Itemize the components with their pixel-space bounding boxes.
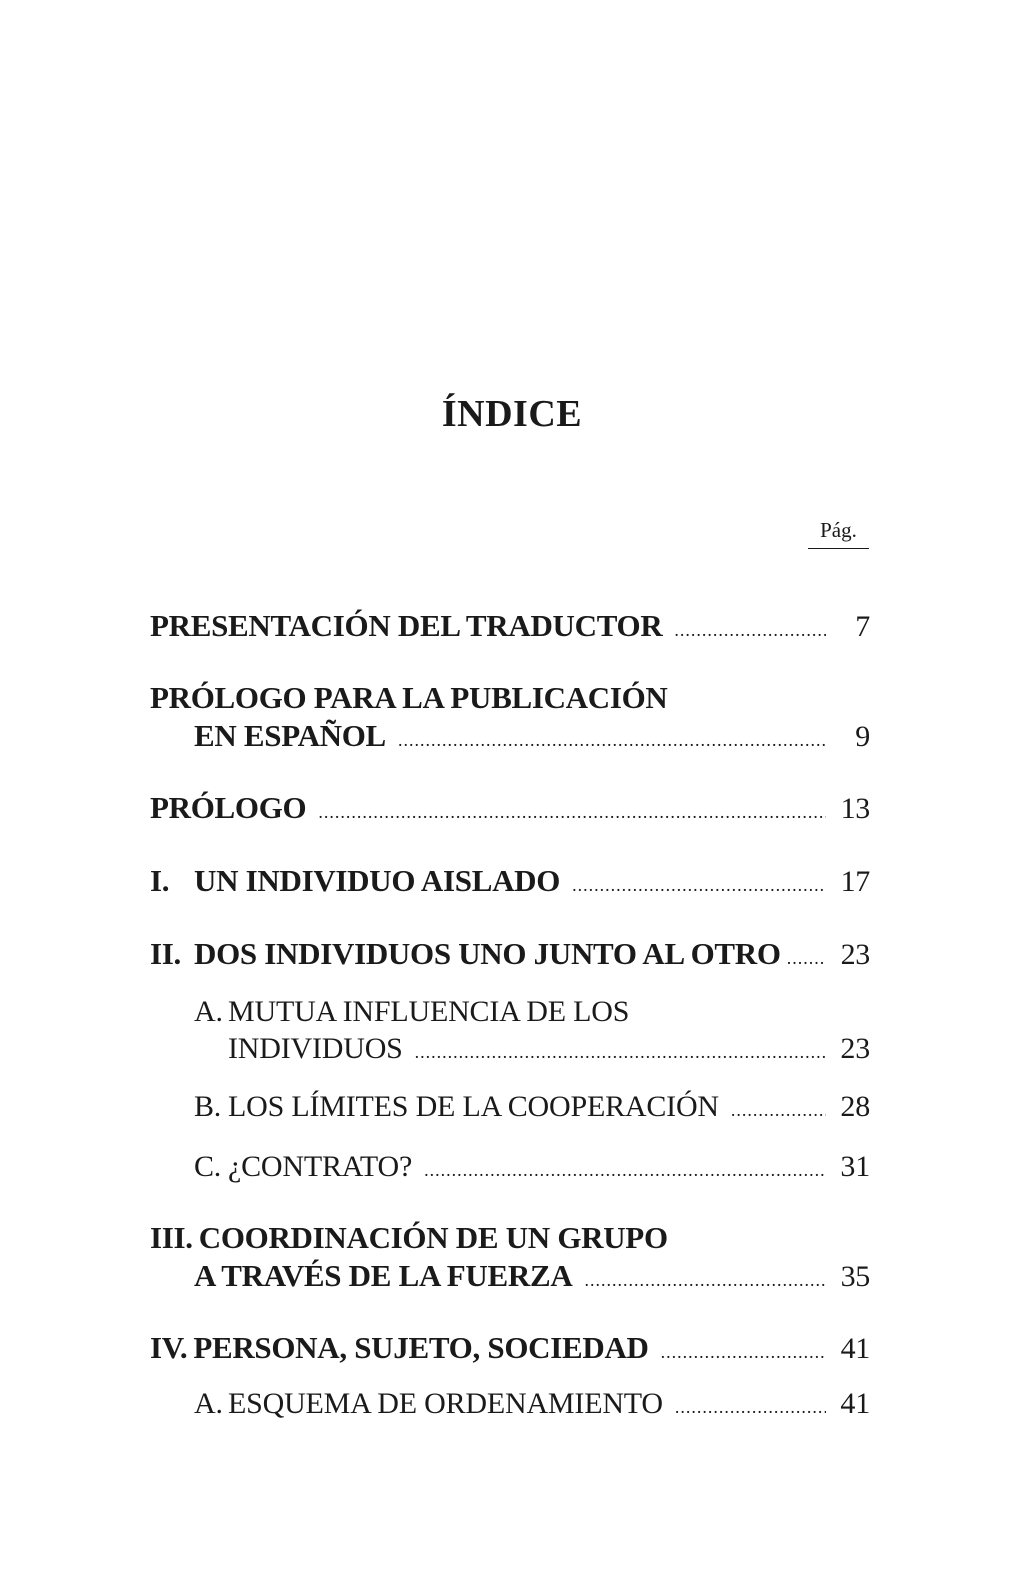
toc-entry-chapter-4[interactable] xyxy=(150,1330,870,1366)
toc-entry-title: COORDINACIÓN DE UN GRUPO xyxy=(198,1220,668,1255)
toc-entry-chapter-3-line1[interactable] xyxy=(150,1220,870,1256)
toc-entry-prologo-espanol-line1[interactable] xyxy=(150,680,870,716)
toc-entry-presentacion[interactable] xyxy=(150,608,870,644)
page-title: ÍNDICE xyxy=(441,393,583,435)
toc-subentry-2b[interactable] xyxy=(150,1090,870,1124)
dot-leader xyxy=(674,620,826,641)
toc-entry-title: DOS INDIVIDUOS UNO JUNTO AL OTRO xyxy=(194,936,781,971)
toc-subentry-4a[interactable] xyxy=(150,1387,870,1421)
dot-leader xyxy=(731,1100,826,1121)
toc-entry-page: 7 xyxy=(855,610,870,643)
chapter-number: IV. xyxy=(150,1330,188,1365)
chapter-number: II. xyxy=(150,936,181,971)
chapter-number: III. xyxy=(150,1220,193,1255)
toc-entry-title: ¿CONTRATO? xyxy=(228,1150,413,1183)
dot-leader xyxy=(661,1342,826,1363)
subsection-letter: C. xyxy=(194,1150,222,1183)
toc-entry-title: PRÓLOGO PARA LA PUBLICACIÓN xyxy=(150,680,668,715)
toc-entry-chapter-2[interactable] xyxy=(150,936,870,972)
subsection-letter: B. xyxy=(194,1090,222,1123)
toc-entry-page: 41 xyxy=(840,1332,870,1365)
toc-entry-page: 9 xyxy=(855,720,870,753)
toc-subentry-2c[interactable] xyxy=(150,1150,870,1184)
page-column-header: Pág. xyxy=(808,518,869,549)
subsection-letter: A. xyxy=(194,995,223,1028)
toc-entry-page: 41 xyxy=(840,1387,870,1420)
toc-entry-page: 17 xyxy=(840,865,870,898)
toc-entry-title: LOS LÍMITES DE LA COOPERACIÓN xyxy=(228,1090,719,1123)
toc-entry-title-cont: INDIVIDUOS xyxy=(228,1032,403,1065)
toc-entry-title: PERSONA, SUJETO, SOCIEDAD xyxy=(193,1330,649,1365)
dot-leader xyxy=(584,1270,826,1291)
dot-leader xyxy=(424,1160,826,1181)
dot-leader xyxy=(415,1042,826,1063)
subsection-letter: A. xyxy=(194,1387,223,1420)
toc-entry-page: 28 xyxy=(840,1090,870,1123)
toc-entry-page: 31 xyxy=(840,1150,870,1183)
toc-entry-title: MUTUA INFLUENCIA DE LOS xyxy=(228,995,630,1028)
dot-leader xyxy=(318,802,826,823)
toc-entry-prologo-espanol-line2[interactable] xyxy=(150,718,870,754)
toc-entry-title: ESQUEMA DE ORDENAMIENTO xyxy=(228,1387,663,1420)
toc-subentry-2a-line2[interactable] xyxy=(150,1032,870,1066)
toc-entry-page: 13 xyxy=(840,792,870,825)
toc-entry-page: 35 xyxy=(840,1260,870,1293)
dot-leader xyxy=(572,875,826,896)
toc-entry-chapter-3-line2[interactable] xyxy=(150,1258,870,1294)
toc-entry-chapter-1[interactable] xyxy=(150,863,870,899)
toc-entry-title: PRÓLOGO xyxy=(150,790,307,825)
toc-entry-title: PRESENTACIÓN DEL TRADUCTOR xyxy=(150,608,663,643)
toc-entry-prologo[interactable] xyxy=(150,790,870,826)
toc-entry-title-cont: EN ESPAÑOL xyxy=(194,718,386,753)
toc-subentry-2a-line1[interactable] xyxy=(150,995,870,1029)
dot-leader xyxy=(398,730,826,751)
toc-entry-title: UN INDIVIDUO AISLADO xyxy=(194,863,561,898)
dot-leader xyxy=(787,948,826,969)
chapter-number: I. xyxy=(150,863,170,898)
dot-leader xyxy=(675,1397,826,1418)
toc-entry-title-cont: A TRAVÉS DE LA FUERZA xyxy=(194,1258,573,1293)
toc-entry-page: 23 xyxy=(840,1032,870,1065)
toc-entry-page: 23 xyxy=(840,938,870,971)
